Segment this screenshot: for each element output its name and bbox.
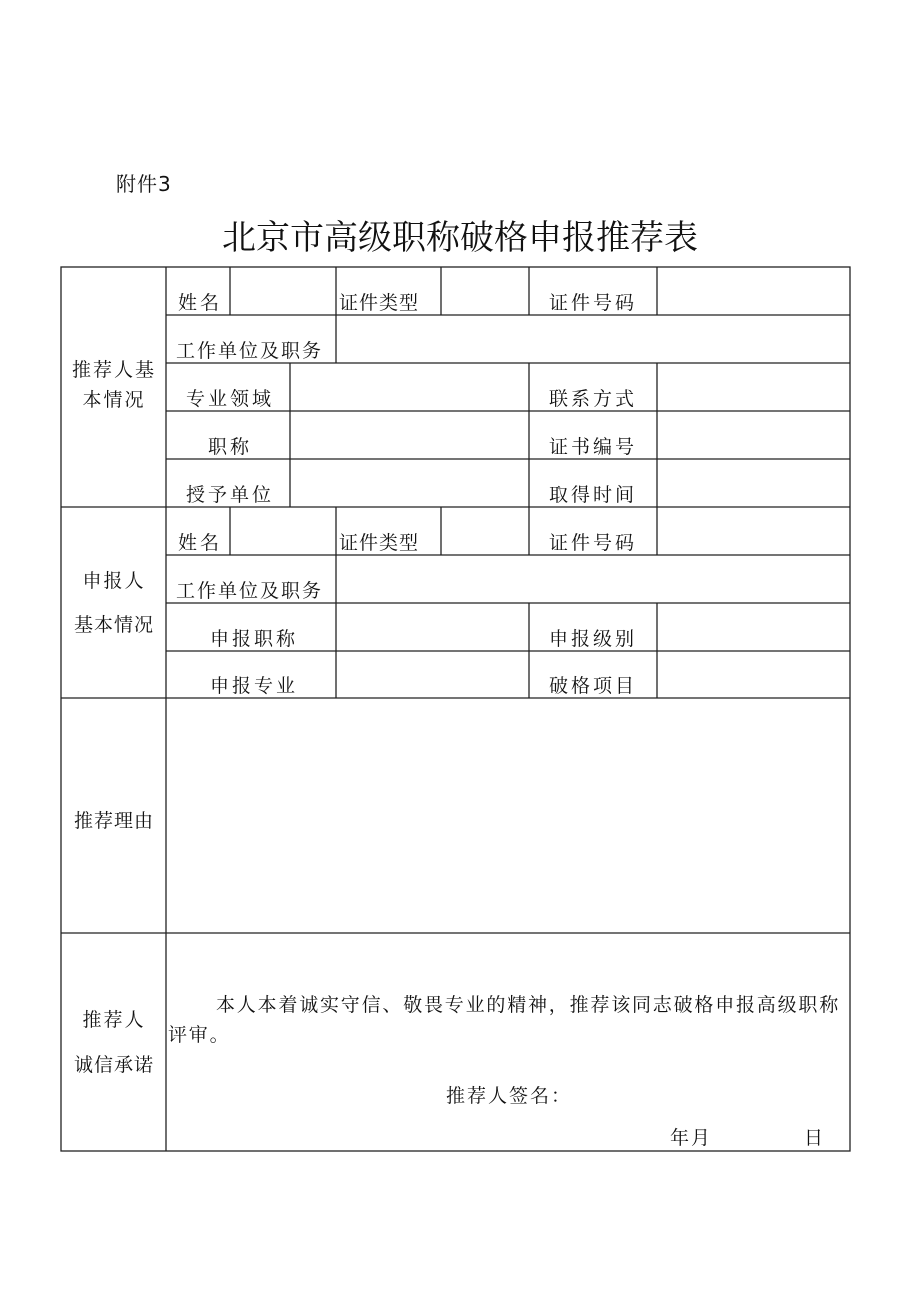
recommender-id-type-field[interactable] [443,269,527,313]
recommender-section-label: 推荐人基本情况 [71,359,156,411]
pledge-text: 本人本着诚实守信、敬畏专业的精神，推荐该同志破格申报高级职称评审。 [168,994,841,1046]
recommender-id-number-field[interactable] [659,269,848,313]
recommender-id-number-label: 证件号码 [549,292,638,314]
applicant-id-type-label: 证件类型 [339,532,420,554]
applicant-workplace-label: 工作单位及职务 [176,580,324,602]
recommender-contact-field[interactable] [659,365,848,409]
recommender-cert-no-field[interactable] [659,413,848,457]
applicant-id-number-field[interactable] [659,509,848,553]
form-title: 北京市高级职称破格申报推荐表 [222,218,698,258]
date-day-label: 日 [804,1127,827,1149]
applicant-apply-major-field[interactable] [338,653,527,696]
applicant-exception-item-field[interactable] [659,653,848,696]
pledge-label-line1: 推荐人 [82,1009,146,1031]
date-year-month-label: 年月 [670,1127,713,1149]
applicant-name-field[interactable] [232,509,334,553]
applicant-apply-title-label: 申报职称 [210,628,299,650]
applicant-name-label: 姓名 [178,532,223,554]
recommender-title-field[interactable] [292,413,527,457]
recommender-issuer-label: 授予单位 [186,484,275,506]
applicant-apply-level-label: 申报级别 [549,628,638,650]
signature-label: 推荐人签名： [446,1085,573,1107]
recommender-workplace-field[interactable] [338,317,848,361]
pledge-label-line2: 诚信承诺 [73,1054,154,1076]
recommender-id-type-label: 证件类型 [339,292,420,314]
applicant-id-number-label: 证件号码 [549,532,638,554]
recommender-obtain-time-field[interactable] [659,461,848,505]
applicant-section-label-line1: 申报人 [82,570,146,592]
recommender-field-field[interactable] [292,365,527,409]
applicant-id-type-field[interactable] [443,509,527,553]
recommender-name-label: 姓名 [178,292,223,314]
recommender-obtain-time-label: 取得时间 [549,484,638,506]
applicant-apply-level-field[interactable] [659,605,848,649]
applicant-apply-title-field[interactable] [338,605,527,649]
signature-field[interactable] [570,1076,840,1108]
applicant-exception-item-label: 破格项目 [549,675,638,697]
attachment-label: 附件3 [116,172,172,196]
recommender-field-label: 专业领域 [186,388,275,410]
recommender-title-label: 职称 [208,436,253,458]
applicant-apply-major-label: 申报专业 [210,675,299,697]
applicant-section-label-line2: 基本情况 [73,614,154,636]
reason-label: 推荐理由 [73,810,154,832]
recommender-issuer-field[interactable] [292,461,527,505]
recommender-contact-label: 联系方式 [549,388,638,410]
recommender-name-field[interactable] [232,269,334,313]
recommender-workplace-label: 工作单位及职务 [176,340,324,362]
reason-textarea[interactable] [168,700,848,931]
applicant-workplace-field[interactable] [338,557,848,601]
recommender-cert-no-label: 证书编号 [549,436,638,458]
